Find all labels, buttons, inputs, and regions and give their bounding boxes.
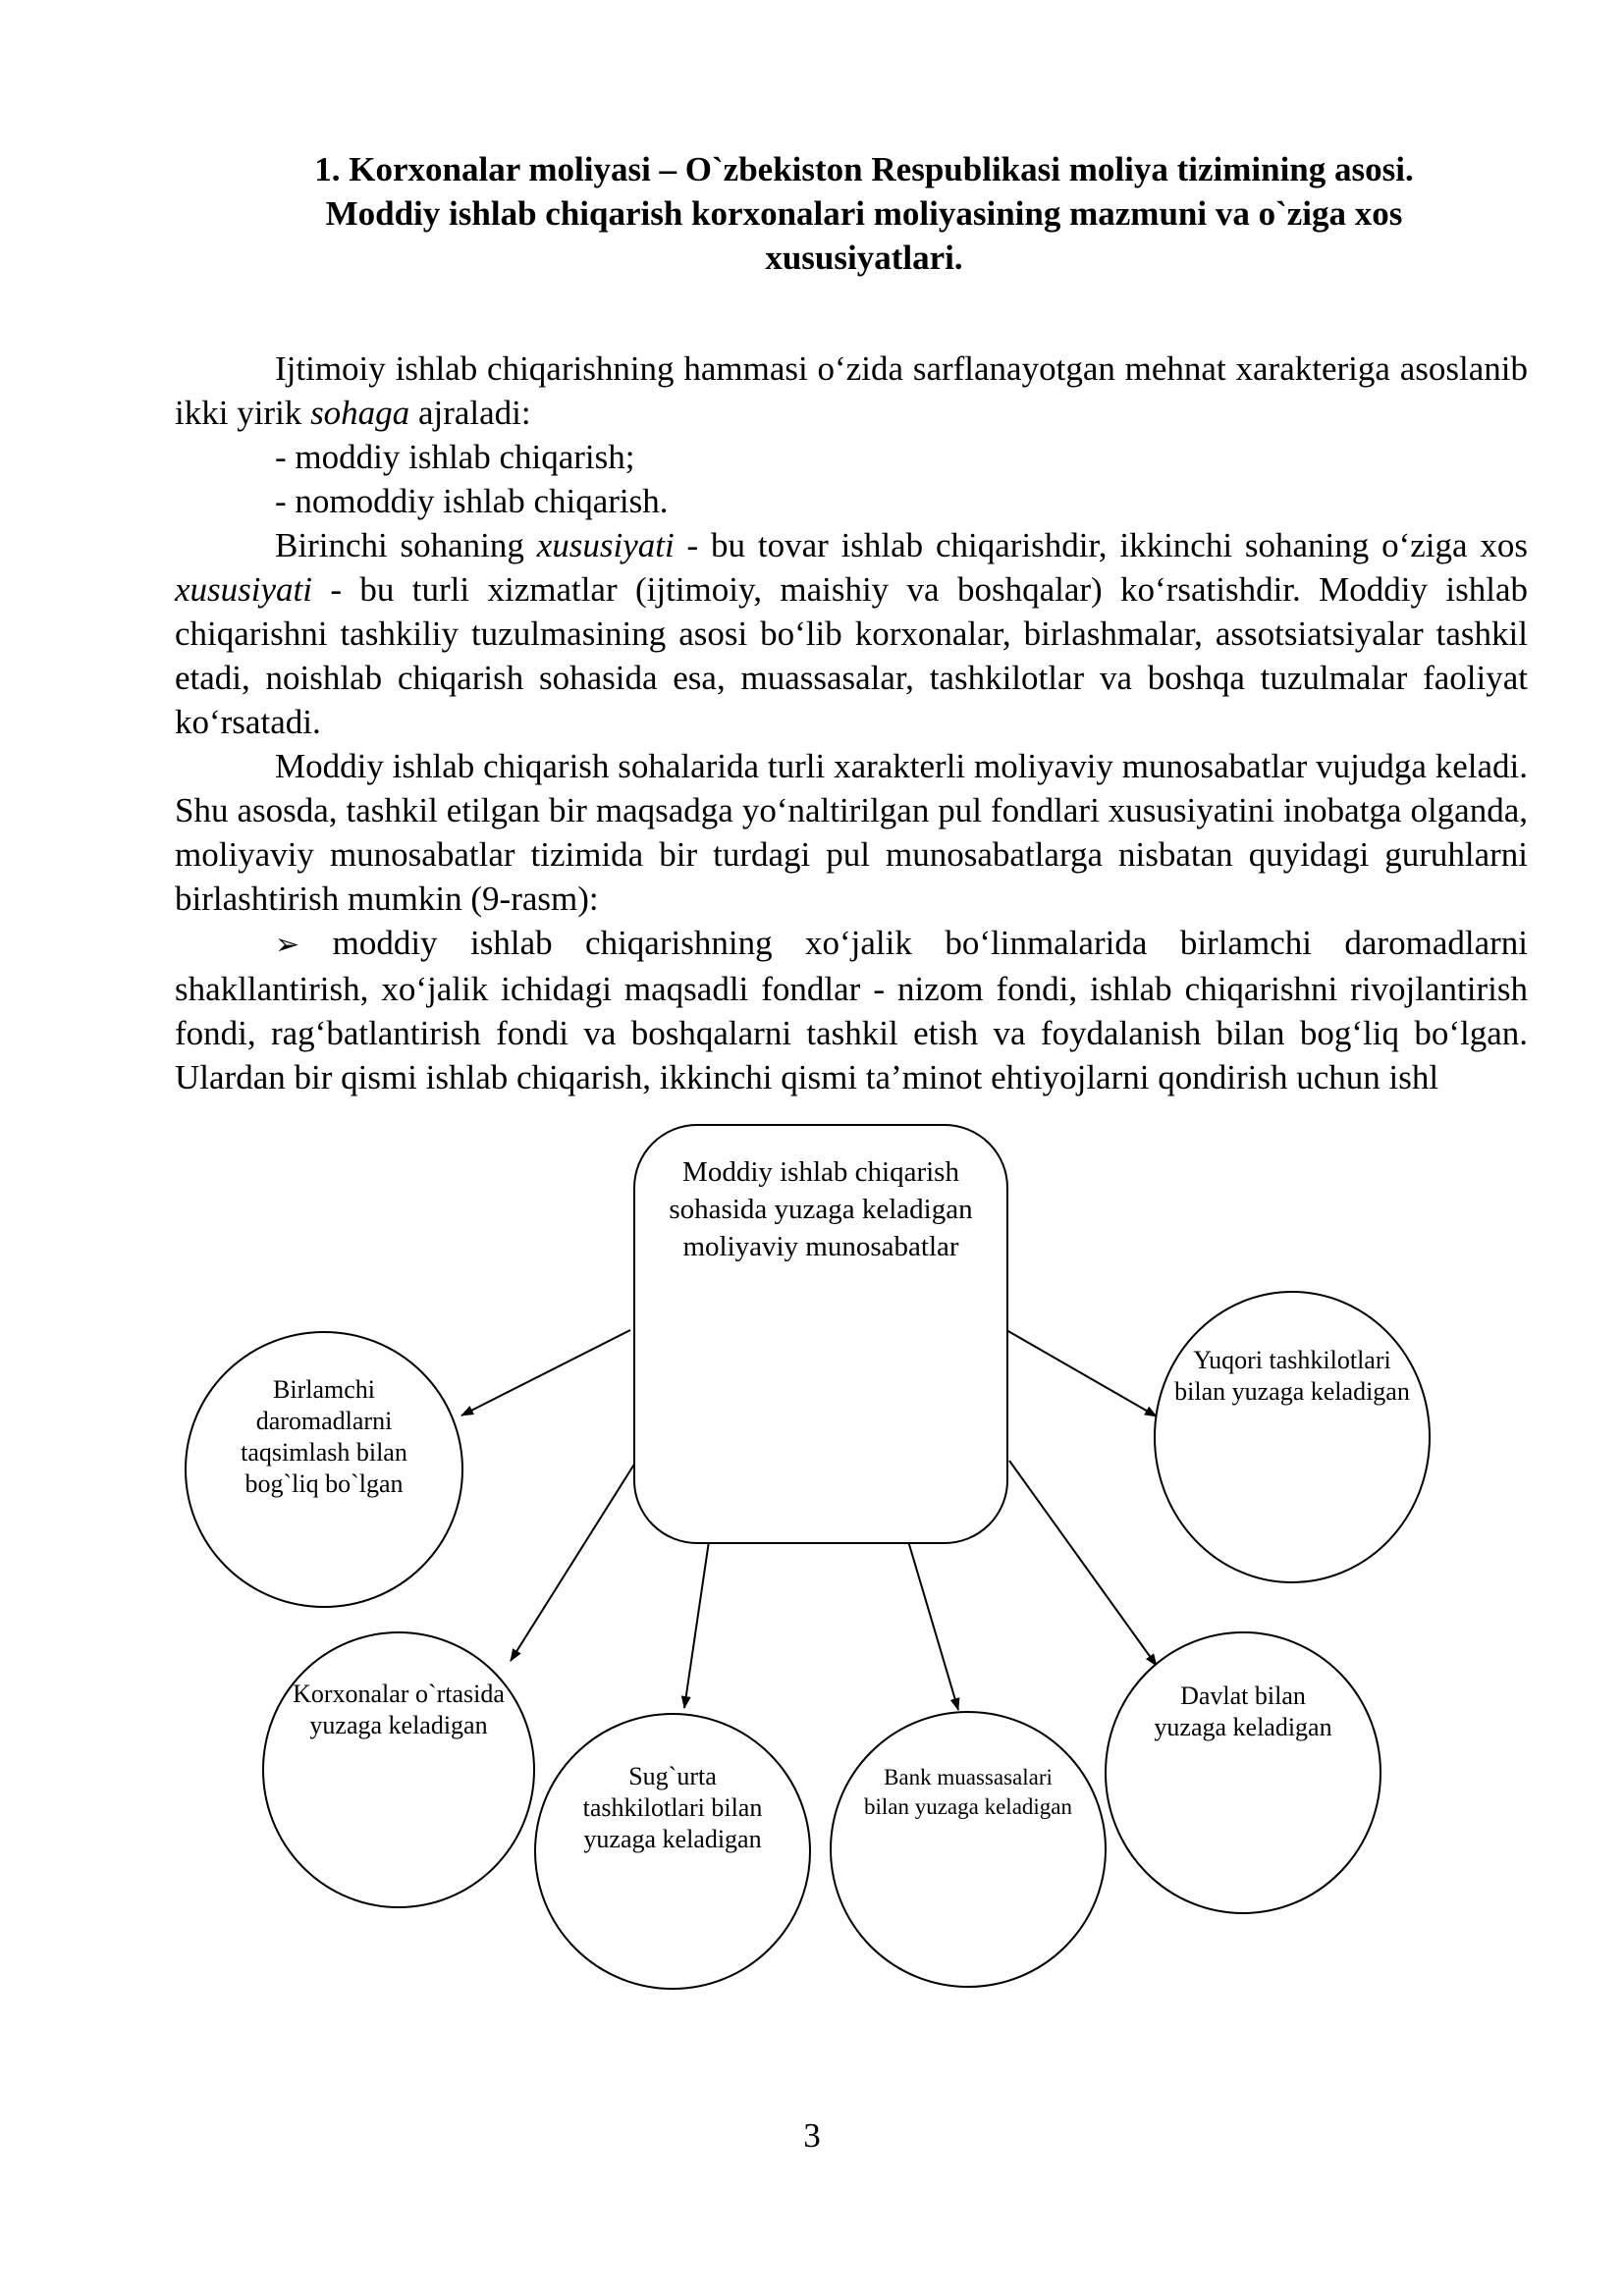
heading-line-2: Moddiy ishlab chiqarish korxonalari moliyasining mazmuni va o`ziga xos — [325, 194, 1403, 233]
node-sugurta-label: Sug`urta tashkilotlari bilan yuzaga keladigan — [582, 1762, 763, 1853]
arrow-to-korxonalar — [511, 1463, 635, 1661]
node-korxonalar — [263, 1632, 534, 1907]
arrow-to-davlat — [1009, 1461, 1157, 1666]
node-bank-label: Bank muassasalari bilan yuzaga keladigan — [863, 1765, 1073, 1819]
emphasis-xususiyati-1: xususiyati — [536, 526, 675, 564]
paragraph-3: Moddiy ishlab chiqarish sohalarida turli xarakterli moliyaviy munosabatlar vujudga keladi. Shu asosda, tashkil etilgan bir maqsadga yo‘naltirilgan pul fondlari xususiyatini inobatga olganda, moliyaviy munosabatlar tizimida bir turdagi pul munosabatlarga nisbatan quyidagi guruhlarni birlashtirish mumkin (9-rasm): — [175, 747, 1528, 918]
list-item-nomoddiy: - nomoddiy ishlab chiqarish. — [275, 482, 669, 520]
arrow-to-bank — [908, 1541, 958, 1710]
node-yuqori-label: Yuqori tashkilotlari bilan yuzaga keladigan — [1174, 1346, 1410, 1406]
heading-line-3: xususiyatlari. — [765, 239, 963, 277]
node-yuqori — [1155, 1292, 1430, 1582]
arrow-to-yuqori — [1006, 1330, 1157, 1416]
emphasis-xususiyati-2: xususiyati — [175, 570, 312, 609]
node-birlamchi-label: Birlamchi daromadlarni taqsimlash bilan bog`liq bo`lgan — [241, 1375, 407, 1498]
arrow-to-sugurta — [684, 1541, 709, 1708]
arrow-bullet-icon: ➢ — [275, 929, 300, 961]
paragraph-2: Birinchi sohaning xususiyati - bu tovar ishlab chiqarishdir, ikkinchi sohaning o‘ziga xos xususiyati - bu turli xizmatlar (ijtimoiy, maishiy va boshqalar) ko‘rsatishdir. Moddiy ishlab chiqarishni tashkiliy tuzulmasining asosi bo‘lib korxonalar, birlashmalar, assotsiatsiyalar tashkil etadi, noishlab chiqarish sohasida esa, muassasalar, tashkilotlar va boshqa tuzulmalar faoliyat ko‘rsatadi. — [175, 526, 1528, 741]
node-davlat — [1106, 1632, 1380, 1913]
heading-line-1: 1. Korxonalar moliyasi – O`zbekiston Respublikasi moliya tizimining asosi. — [314, 150, 1414, 188]
list-item-moddiy: - moddiy ishlab chiqarish; — [275, 438, 635, 476]
node-korxonalar-label: Korxonalar o`rtasida yuzaga keladigan — [293, 1680, 505, 1739]
center-box-label: Moddiy ishlab chiqarish sohasida yuzaga keladigan moliyaviy munosabatlar — [669, 1156, 973, 1262]
arrow-to-birlamchi — [461, 1330, 630, 1415]
paragraph-4-bullet: ➢ moddiy ishlab chiqarishning xo‘jalik bo‘linmalarida birlamchi daromadlarni shakllantirish, xo‘jalik ichidagi maqsadli fondlar - nizom fondi, ishlab chiqarishni rivojlantirish fondi, rag‘batlantirish fondi va boshqalarni tashkil etish va foydalanish bilan bog‘liq bo‘lgan. Ulardan bir qismi ishlab chiqarish, ikkinchi qismi ta’minot ehtiyojlarni qondirish uchun ishl — [175, 924, 1528, 1096]
page-number: 3 — [803, 2116, 821, 2155]
emphasis-sohaga: sohaga — [310, 394, 410, 432]
node-davlat-label: Davlat bilan yuzaga keladigan — [1154, 1682, 1332, 1741]
paragraph-1: Ijtimoiy ishlab chiqarishning hammasi o‘zida sarflanayotgan mehnat xarakteriga asoslanib ikki yirik sohaga ajraladi: — [175, 349, 1528, 432]
node-bank — [831, 1712, 1106, 1987]
